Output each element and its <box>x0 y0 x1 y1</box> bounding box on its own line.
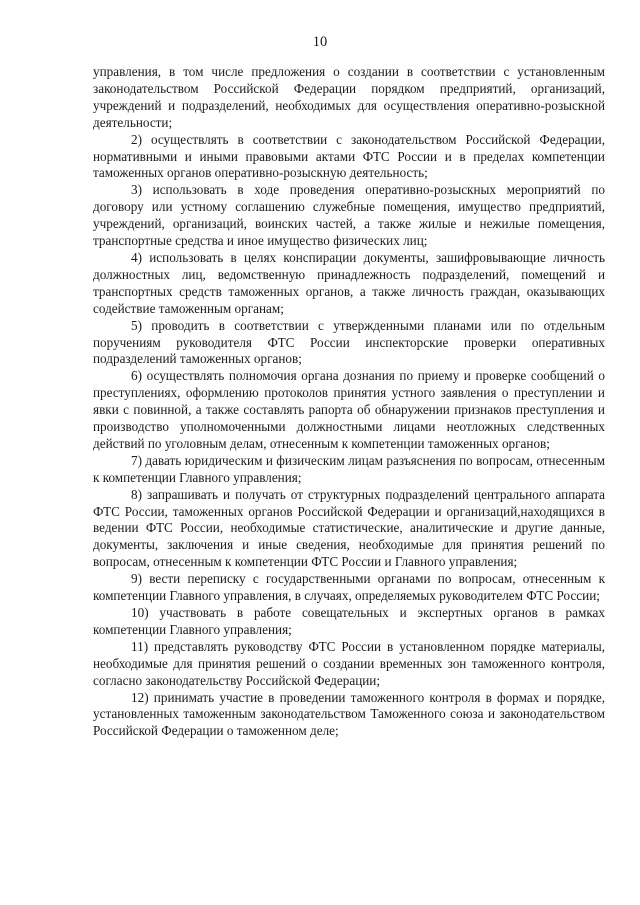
page-number: 10 <box>312 34 328 50</box>
paragraph-item-9: 9) вести переписку с государственными органами по вопросам, отнесенным к компетенции Главного управления, в случаях, определяемых руководителем ФТС России; <box>93 571 605 604</box>
paragraph-item-7: 7) давать юридическим и физическим лицам разъяснения по вопросам, отнесенным к компетенции Главного управления; <box>93 452 605 485</box>
paragraph-item-6: 6) осуществлять полномочия органа дознания по приему и проверке сообщений о преступлениях, оформлению протоколов принятия устного заявления о преступлении и явки с повинной, а также составлять рапорта об обнаружении признаков преступления и производство уполномоченными должностными лицами неотложных следственных действий по уголовным делам, отнесенным к компетенции таможенных органов; <box>93 368 605 451</box>
paragraph-item-5: 5) проводить в соответствии с утвержденными планами или по отдельным поручениям руководителя ФТС России инспекторские проверки оперативных подразделений таможенных органов; <box>93 317 605 367</box>
paragraph-item-4: 4) использовать в целях конспирации документы, зашифровывающие личность должностных лиц, ведомственную принадлежность подразделений, помещений и транспортных средств таможенных органов, а также личность граждан, оказывающих содействие таможенным органам; <box>93 249 605 316</box>
paragraph-item-11: 11) представлять руководству ФТС России в установленном порядке материалы, необходимые для принятия решений о создании временных зон таможенного контроля, согласно законодательству Российской Федерации; <box>93 638 605 688</box>
paragraph-continuation: управления, в том числе предложения о создании в соответствии с установленным законодательством Российской Федерации порядком предприятий, организаций, учреждений и подразделений, необходимых для осуществления оперативно-розыскной деятельности; <box>93 64 605 130</box>
paragraph-item-2: 2) осуществлять в соответствии с законодательством Российской Федерации, нормативными и иными правовыми актами ФТС России и в пределах компетенции таможенных органов оперативно-розыскную деятельность; <box>93 131 605 181</box>
paragraph-item-3: 3) использовать в ходе проведения оперативно-розыскных мероприятий по договору или устному соглашению служебные помещения, имущество предприятий, учреждений, организаций, воинских частей, а также жилые и нежилые помещения, транспортные средства и иное имущество физических лиц; <box>93 182 605 249</box>
paragraph-item-12: 12) принимать участие в проведении таможенного контроля в формах и порядке, установленных таможенным законодательством Таможенного союза и законодательством Российской Федерации о таможенном деле; <box>93 689 605 739</box>
document-body <box>93 64 605 740</box>
paragraph-item-8: 8) запрашивать и получать от структурных подразделений центрального аппарата ФТС России, таможенных органов Российской Федерации и организаций,находящихся в ведении ФТС России, необходимые статистические, аналитические и другие данные, документы, заключения и иные сведения, необходимые для принятия решений по вопросам, отнесенным к компетенции ФТС России и Главного управления; <box>93 486 605 570</box>
paragraph-item-10: 10) участвовать в работе совещательных и экспертных органов в рамках компетенции Главного управления; <box>93 605 605 637</box>
